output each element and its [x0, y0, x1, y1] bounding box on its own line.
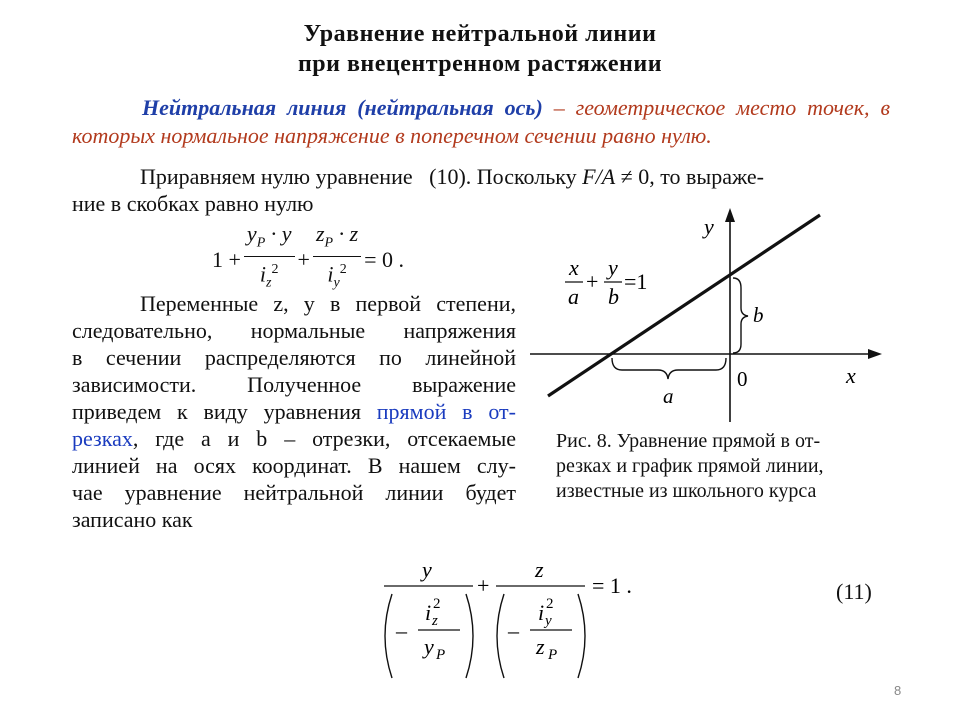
brace-b — [733, 278, 748, 353]
eq1-fraction-2 — [313, 222, 361, 296]
para1-neq: ≠ 0, то выраже- — [615, 164, 764, 189]
eq11-zp: z — [536, 634, 545, 659]
intercept-line-figure — [520, 200, 900, 430]
para2-line5-text: приведем к виду уравнения — [72, 399, 377, 424]
eq11-rhs: = 1 . — [592, 573, 632, 598]
definition-term: Нейтральная линия (нейтральная ось) — [142, 95, 543, 120]
definition-text: – геометрическое место точек, в которых нормальное напряжение в поперечном сечении равно нулю. — [72, 95, 890, 148]
eq11-sup-2b: 2 — [546, 596, 554, 612]
eq1-yp-sub: P — [256, 235, 266, 251]
eq11-plus: + — [477, 573, 490, 598]
eq1-iy-sup: 2 — [339, 262, 347, 278]
caption-line-3: известные из школьного курса — [556, 480, 817, 502]
definition — [72, 94, 890, 150]
para2-line6-text: , где a и b – отрезки, отсекаемые — [132, 426, 516, 451]
eq11-minus-1: – — [396, 618, 407, 643]
eq-rhs: =1 — [624, 269, 648, 294]
slide-title-line2: при внецентренном растяжении — [297, 51, 663, 77]
line-segments-link-cont[interactable]: резках — [72, 426, 133, 451]
eq11-yp: y — [424, 634, 434, 659]
figure-caption — [556, 429, 824, 504]
equation-1 — [212, 222, 404, 296]
line-segments-link[interactable]: прямой в от- — [376, 399, 516, 424]
axis-label-x: x — [846, 363, 856, 388]
eq1-plus: + — [297, 246, 310, 272]
segment-label-a: a — [663, 384, 674, 408]
para2-line-8: чае уравнение нейтральной линии будет — [72, 480, 516, 505]
eq1-zp-sub: P — [324, 235, 334, 251]
eq1-fraction-1 — [244, 222, 295, 296]
slide-title-line1: Уравнение нейтральной линии — [303, 21, 657, 47]
para2-line-2: следовательно, нормальные напряжения — [72, 318, 516, 343]
intercept-equation — [565, 255, 647, 309]
eq-b: b — [608, 284, 619, 309]
para2-line-7: линией на осях координат. В нашем слу- — [72, 453, 516, 478]
fa-ratio: F/A — [582, 164, 616, 189]
eq1-iz-sup: 2 — [271, 262, 279, 278]
eq-y: y — [608, 255, 618, 280]
para2-line-5 — [72, 398, 516, 425]
eq11-paren-left-2 — [497, 594, 504, 678]
eq1-zp: z — [315, 221, 325, 246]
segment-label-b: b — [753, 303, 764, 327]
eq11-paren-right-2 — [578, 594, 585, 678]
eq1-y: · y — [265, 221, 292, 246]
para1-line2: ние в скобках равно нулю — [72, 191, 314, 216]
equation-number: (11) — [836, 579, 872, 604]
eq1-one-plus: 1 + — [212, 246, 241, 272]
eq-plus: + — [586, 269, 599, 294]
eq11-num-y: y — [422, 557, 432, 582]
para1-line1 — [140, 163, 764, 190]
axis-label-y: y — [704, 214, 714, 239]
y-axis-arrow-icon — [725, 208, 735, 222]
x-axis-arrow-icon — [868, 349, 882, 359]
para2-line-9: записано как — [72, 507, 193, 532]
page-number: 8 — [894, 683, 902, 698]
eq1-equals: = 0 . — [364, 246, 405, 272]
eq1-iy-sub: y — [333, 276, 340, 292]
eq11-i-2: i — [538, 600, 545, 625]
eq11-paren-right-1 — [466, 594, 473, 678]
para2-line-4: зависимости. Полученное выражение — [72, 372, 516, 397]
para2-line-3: в сечении распределяются по линейной — [72, 345, 516, 370]
eq11-yp-sub: P — [436, 647, 446, 663]
caption-line-1: Рис. 8. Уравнение прямой в от- — [556, 430, 821, 452]
para2-line-1: Переменные z, y в первой степени, — [140, 291, 516, 316]
eq11-minus-2: – — [508, 618, 519, 643]
brace-a — [612, 358, 726, 379]
eq11-num-z: z — [535, 557, 544, 582]
origin-label: 0 — [737, 367, 748, 391]
para2-line-6 — [72, 425, 516, 452]
eq11-sub-z: z — [432, 613, 438, 629]
eq1-iy: i — [327, 261, 334, 287]
straight-line — [548, 215, 820, 396]
eq1-iz: i — [259, 261, 267, 287]
eq11-paren-left-1 — [385, 594, 392, 678]
eq11-zp-sub: P — [548, 647, 558, 663]
eq11-sub-y: y — [545, 613, 552, 629]
eq-x: x — [569, 255, 579, 280]
eq11-sup-2a: 2 — [433, 596, 441, 612]
caption-line-2: резках и график прямой линии, — [556, 455, 824, 477]
eq1-yp: y — [246, 221, 257, 246]
eq11-i-1: i — [425, 600, 432, 625]
eq-a: a — [568, 284, 579, 309]
para2 — [72, 290, 516, 533]
eq1-z: · z — [333, 221, 359, 246]
equation-11 — [370, 550, 670, 690]
para1-text: Приравняем нулю уравнение (10). Поскольку — [140, 164, 583, 189]
eq1-iz-sub: z — [266, 276, 272, 292]
